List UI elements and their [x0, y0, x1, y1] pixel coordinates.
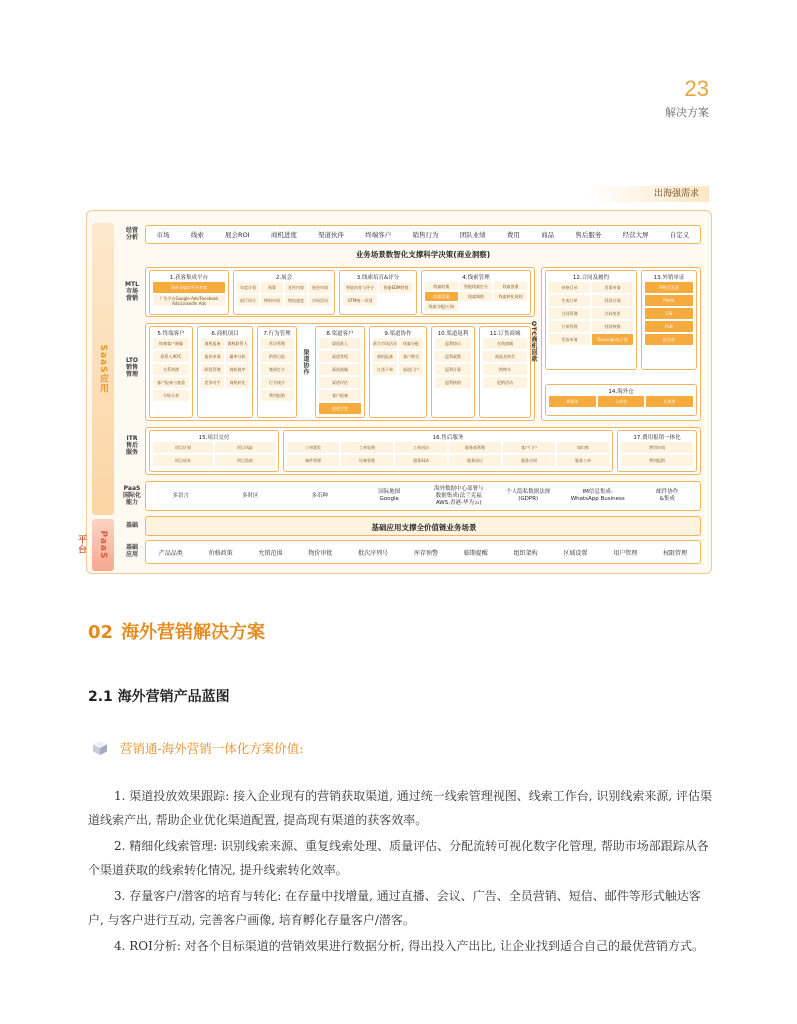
module-chip: PLB: [645, 321, 693, 332]
product-blueprint-diagram: [76, 210, 712, 574]
module-chip: 合同变更: [592, 308, 633, 319]
module-title: 2.展会: [275, 275, 293, 281]
module-chip: 费用报销: [261, 390, 293, 401]
module-chip: 项目计划: [153, 442, 213, 453]
module-chip: PI形式发票: [645, 282, 693, 293]
saas-label: SaaS应用: [98, 344, 108, 394]
base-headline: 基础应用支撑全价值链业务场景: [371, 523, 477, 532]
module-chip: 拜访管理: [261, 338, 293, 349]
module-channel-rebate: [431, 326, 475, 418]
paragraph-3: 3. 存量客户/潜客的培育与转化: 在存量中找增量, 通过直播、会议、广告、全员营销、短信、邮件等形式触达客户, 与客户进行互动, 完善客户画像, 培育孵化存量客户/潜客。: [88, 889, 701, 927]
module-chip: 线索转化规则: [494, 292, 527, 300]
module-order-mall: [479, 326, 531, 418]
subsection-heading: 2.1 海外营销产品蓝图: [88, 689, 230, 705]
module-chip: 智能EDM营销: [379, 282, 413, 293]
ops-item: 展会ROI: [225, 231, 250, 239]
module-chip: 渠道门户: [399, 364, 423, 375]
module-chip: 线索查重: [494, 282, 527, 290]
module-chip: 出库单: [646, 396, 693, 407]
module-chip: 渠道准入: [319, 338, 361, 349]
module-chip: 服务合同: [503, 455, 555, 466]
saas-side-bar: [92, 223, 114, 515]
module-chip: 服务工单: [557, 455, 609, 466]
ops-item: 经营大屏: [622, 231, 649, 239]
module-project-delivery: [149, 430, 279, 472]
base-app-item: 产品品类: [158, 549, 183, 557]
module-chip: 在线商城: [483, 338, 527, 349]
base-app-item: 临期提醒: [463, 549, 488, 557]
paas-label: PaaS平台: [76, 530, 108, 560]
module-chip: 备件管理: [287, 455, 339, 466]
module-chip: 项目验收: [215, 455, 275, 466]
module-chip: 宣传内容: [285, 282, 307, 293]
paas-item: 多币种: [311, 492, 328, 499]
base-app-item: 价格政策: [208, 549, 233, 557]
module-chip: 返利核销: [435, 377, 471, 388]
module-chip: 客户门户: [503, 442, 555, 453]
module-contract: [545, 270, 637, 370]
module-chip: 联系人/KYC: [153, 351, 189, 362]
paragraph-4: 4. ROI分析: 对各个目标渠道的营销效果进行数据分析, 得出投入产出比, 让企业找到适合自己的最优营销方式。: [114, 939, 704, 953]
module-chip: 返利计算: [435, 364, 471, 375]
paas-item: 多时区: [241, 492, 259, 499]
module-chip: 服务商管理: [449, 442, 501, 453]
module-title: 8.渠道客户: [326, 331, 354, 337]
module-chip: 渠道画像: [319, 364, 361, 375]
module-channel-customer: [315, 326, 365, 418]
row-label-base: 基础: [125, 522, 138, 529]
module-chip: 返利政策: [435, 351, 471, 362]
ops-item: 渠道伙伴: [318, 231, 345, 239]
base-app-item: 用户管理: [613, 549, 638, 557]
module-exhibition: [233, 270, 335, 315]
page-number: 23: [684, 76, 709, 101]
module-chip: 发票申请: [592, 282, 633, 293]
module-chip: 线索调换: [460, 292, 493, 300]
module-chip: 线索收集: [425, 282, 458, 290]
module-title: 11.订货商城: [489, 331, 521, 337]
module-chip: 服务协议: [449, 455, 501, 466]
module-chip: 回款核销: [592, 321, 633, 332]
module-chip: CIS: [645, 308, 693, 319]
module-chip: PI审核: [645, 295, 693, 306]
module-chip: 工单回访: [395, 442, 447, 453]
module-chip: 阶段管理: [201, 364, 224, 375]
module-chip: 商机报备: [373, 351, 397, 362]
module-chip: 工单处理: [341, 442, 393, 453]
module-title: 4.线索管理: [462, 275, 490, 281]
value-heading: 营销通-海外营销一体化方案价值:: [120, 741, 304, 756]
ops-item: 线索: [190, 231, 204, 239]
module-after-sales: [283, 430, 613, 472]
module-chip: 智能培育与评分: [343, 282, 377, 293]
module-acquisition: [149, 270, 229, 315]
paragraph-2: 2. 精细化线索管理: 识别线索来源、重复线索处理、质量评估、分配流转可视化数字化管理, 帮助市场部跟踪从各个渠道获取的线索转化情况, 提升线索转化效率。: [88, 839, 709, 877]
module-chip: 广告平台Google Ads/Facebook Ads/LinkedIn Ads: [153, 295, 225, 306]
section-number: 02: [88, 622, 114, 643]
ops-item: 自定义: [669, 231, 690, 239]
module-chip: 关系图谱: [153, 364, 189, 375]
paas-item: 海外数据中心部署与 数据集成(法兰克福 AWS,香港-华为云): [433, 485, 484, 506]
ops-item: 商机进度: [270, 231, 297, 239]
module-chip: 线索质量: [425, 292, 458, 300]
module-chip: 促销活动: [483, 377, 527, 388]
module-opportunity: [197, 326, 253, 418]
ops-item: 售后服务: [575, 231, 602, 239]
paas-item: 国际地图 Google: [378, 489, 401, 502]
module-title: 13.外销单证: [653, 275, 685, 281]
module-chip: 销售日报: [261, 351, 293, 362]
module-chip: 展会申请: [309, 282, 331, 293]
module-title: 10.渠道返利: [437, 331, 469, 337]
module-chip: 线索分配/公海: [425, 303, 458, 311]
base-app-item: 组织架构: [513, 549, 538, 557]
module-chip: 展厅设计: [237, 295, 259, 306]
module-title: 7.行为管理: [263, 331, 291, 337]
module-chip: 合同管理: [549, 308, 590, 319]
module-lead-management: [421, 270, 531, 315]
cube-icon: [92, 740, 108, 756]
section-heading: [88, 618, 265, 644]
row-label-base-app: 基础 应用: [125, 544, 138, 558]
module-title: 9.渠道协作: [384, 331, 412, 337]
module-chip: 回款计划: [592, 295, 633, 306]
channel-collab-title: 渠道协作: [302, 349, 309, 375]
module-chip: 客户报备与查重: [153, 377, 189, 388]
module-chip: 知识库: [557, 442, 609, 453]
module-title: 3.线索培育&评分: [356, 275, 400, 281]
module-title: 6.商机项目: [211, 331, 239, 337]
module-chip: 渠道评估: [319, 377, 361, 388]
row-label-paas: PaaS 国际化 能力: [122, 485, 141, 506]
diagram-tag: 出海强需求: [589, 186, 709, 202]
module-chip: 渠道等级: [319, 351, 361, 362]
row-label-mtl: MTL 市场 营销: [125, 281, 139, 302]
module-title: 12.合同及履约: [572, 275, 610, 281]
module-overseas-warehouse: [545, 384, 697, 416]
module-chip: 发货申请: [549, 334, 590, 345]
otc-title: OTC商机回款: [530, 321, 537, 363]
module-chip: 智能线索打分: [460, 282, 493, 290]
base-app-item: 允销范围: [258, 549, 283, 557]
module-chip: 购物车: [483, 364, 527, 375]
paas-item: 个人隐私数据法规 (GDPR): [506, 489, 551, 502]
paas-side-bar: [76, 519, 114, 571]
paragraph-1: 1. 渠道投放效果跟踪: 接入企业现有的营销获取渠道, 通过统一线索管理视图、线索工作台, 识别线索来源, 评估渠道线索产出, 帮助企业优化渠道配置, 提高现有渠道的获客效率。: [88, 789, 713, 827]
module-chip: Docusign电子签: [592, 334, 633, 345]
module-chip: 年度计划: [237, 282, 259, 293]
module-chip: 客户报备: [319, 390, 361, 401]
module-chip: 商机报备: [201, 338, 224, 349]
paas-item: 多语言: [172, 492, 189, 499]
module-chip: 订货下单: [373, 364, 397, 375]
module-chip: 设备管理: [341, 455, 393, 466]
module-chip: 物流速度: [285, 295, 307, 306]
row-label-ops: 经营 分析: [125, 227, 138, 241]
module-chip: 生成订单: [549, 295, 590, 306]
module-chip: 物料申请: [261, 295, 283, 306]
ops-item: 商品: [541, 231, 555, 239]
module-title: 15.项目交付: [198, 435, 230, 441]
module-chip: 调拨单: [549, 396, 596, 407]
module-chip: 行为统计: [261, 377, 293, 388]
row-label-lto: LTO 销售 管理: [125, 357, 139, 378]
module-chip: 市场活动: [309, 295, 331, 306]
module-chip: 费用报销: [621, 455, 693, 466]
section-title: 海外营销解决方案: [121, 622, 266, 643]
module-chip: 线索分配: [399, 338, 423, 349]
module-chip: 入库单: [598, 396, 645, 407]
ops-item: 市场: [156, 231, 170, 239]
module-export-docs: [641, 270, 697, 370]
paas-item: 邮件协作 &集成: [656, 489, 679, 502]
module-lead-nurture: [339, 270, 417, 315]
ops-analysis-bar: [145, 225, 701, 244]
module-chip: 联合市场活动: [373, 338, 397, 349]
ops-item: 费用: [506, 231, 520, 239]
module-chip: 商机转化: [226, 377, 249, 388]
base-app-item: 库存预警: [413, 549, 438, 557]
base-app-item: 批次序列号: [358, 549, 389, 557]
module-expense: [617, 430, 697, 472]
ops-item: 团队业绩: [459, 231, 486, 239]
base-app-item: 区域设置: [563, 549, 588, 557]
module-chip: 竞争对手: [201, 377, 224, 388]
module-chip: 终端客户画像: [153, 338, 189, 349]
module-chip: 服务SLA: [395, 455, 447, 466]
paas-item: IM信息集成- WhatsApp Business: [570, 489, 625, 502]
module-title: 17.费用报销一体化: [633, 435, 681, 441]
module-chip: 海外各媒体平台获客: [153, 282, 225, 293]
module-chip: 预算: [261, 282, 283, 293]
base-headline-bar: [145, 516, 701, 536]
module-chip: 商机排序: [226, 364, 249, 375]
module-chip: 项目风险: [215, 442, 275, 453]
paas-capability-row: [145, 481, 701, 511]
module-chip: 报价申请: [201, 351, 224, 362]
module-chip: 报关单: [645, 334, 693, 345]
base-app-item: 权限管理: [663, 549, 688, 557]
module-chip: 费用申请: [621, 442, 693, 453]
module-title: 5.终端客户: [157, 331, 185, 337]
ops-item: 销售行为: [412, 231, 439, 239]
module-chip: 分级分类: [153, 390, 189, 401]
module-chip: 价格目录: [549, 282, 590, 293]
module-chip: 返利协议: [435, 338, 471, 349]
module-chip: 签到打卡: [261, 364, 293, 375]
module-title: 16.售后服务: [432, 435, 464, 441]
module-chip: 订单管理: [549, 321, 590, 332]
base-app-row: [145, 540, 701, 564]
module-title: 14.海外仓: [608, 389, 634, 395]
module-title: 1.获客集成平台: [169, 275, 209, 281]
decision-headline: 业务场景数智化支撑科学决策(商业洞察): [355, 250, 491, 259]
module-chip: UTM统一识别: [343, 295, 377, 306]
module-chip: 渠道学堂: [319, 403, 361, 414]
module-end-customer: [149, 326, 193, 418]
module-channel-collab: [369, 326, 427, 418]
module-behavior: [257, 326, 297, 418]
page-subtitle: 解决方案: [665, 106, 709, 119]
module-chip: 客户移交: [399, 351, 423, 362]
ops-item: 终端客户: [365, 231, 392, 239]
module-chip: 赢率分析: [226, 351, 249, 362]
module-chip: 商机联系人: [226, 338, 249, 349]
module-chip: 工单派发: [287, 442, 339, 453]
module-chip: 项目成本: [153, 455, 213, 466]
row-label-itr: ITR 售后 服务: [125, 435, 138, 456]
base-app-item: 物价审批: [308, 549, 333, 557]
module-chip: 商品及库存: [483, 351, 527, 362]
